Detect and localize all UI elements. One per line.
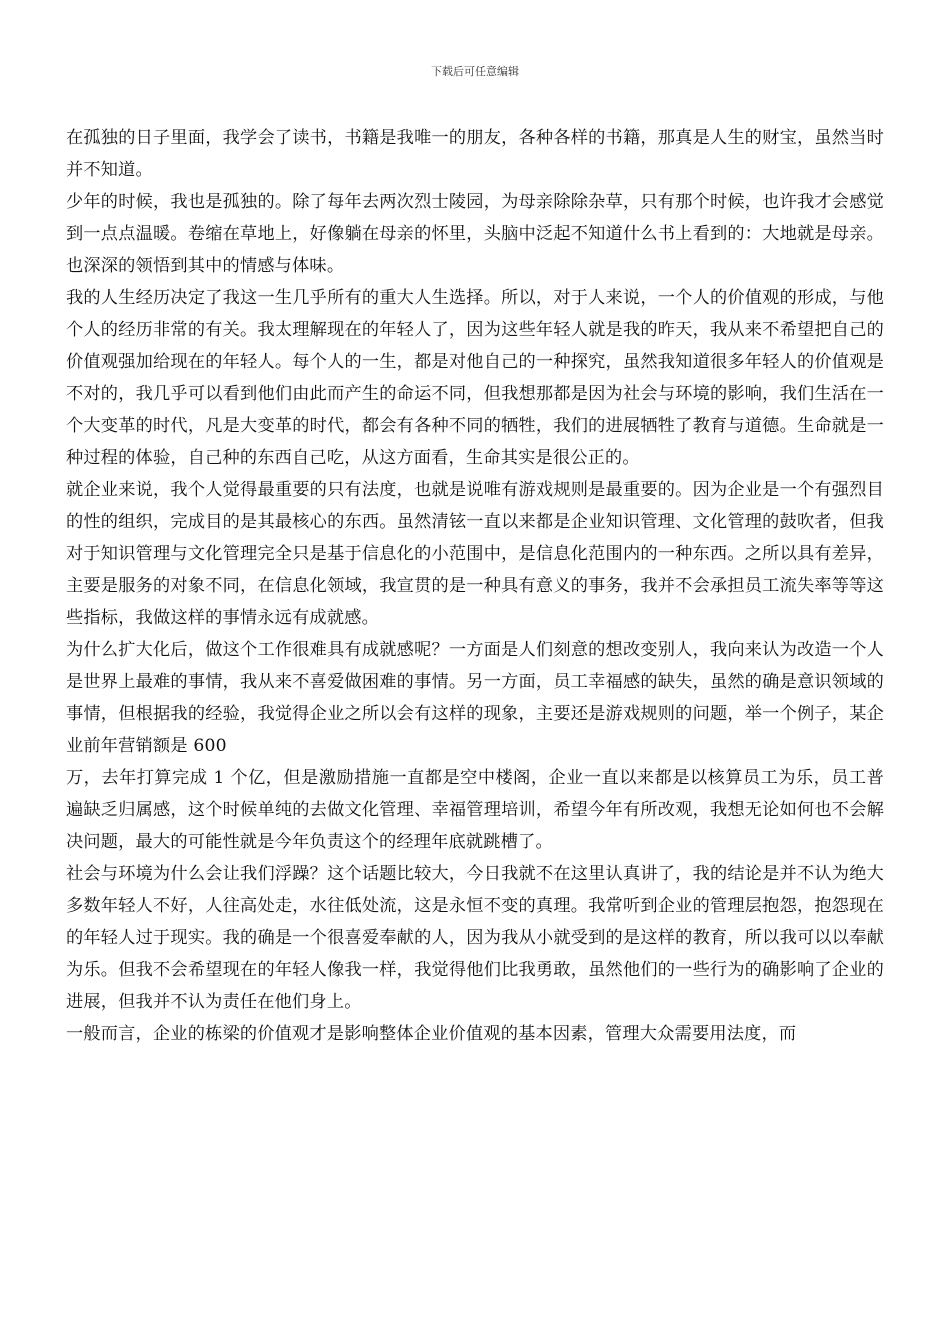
paragraph-1: 在孤独的日子里面，我学会了读书，书籍是我唯一的朋友，各种各样的书籍，那真是人生的财宝，虽然当时并不知道。: [66, 128, 884, 180]
page-header: 下载后可任意编辑: [431, 65, 519, 78]
paragraph-6: 万，去年打算完成 1 个亿，但是激励措施一直都是空中楼阁，企业一直以来都是以核算员工为乐，员工普遍缺乏归属感，这个时候单纯的去做文化管理、幸福管理培训，希望今年有所改观，我想无论如何也不会解决问题，最大的可能性就是今年负责这个的经理年底就跳槽了。: [66, 768, 884, 852]
paragraph-4: 就企业来说，我个人觉得最重要的只有法度，也就是说唯有游戏规则是最重要的。因为企业是一个有强烈目的性的组织，完成目的是其最核心的东西。虽然清铉一直以来都是企业知识管理、文化管理的鼓吹者，但我对于知识管理与文化管理完全只是基于信息化的小范围中，是信息化范围内的一种东西。之所以具有差异，主要是服务的对象不同，在信息化领域，我宣贯的是一种具有意义的事务，我并不会承担员工流失率等等这些指标，我做这样的事情永远有成就感。: [66, 480, 884, 628]
document-body: [66, 122, 884, 1050]
paragraph-3: 我的人生经历决定了我这一生几乎所有的重大人生选择。所以，对于人来说，一个人的价值观的形成，与他个人的经历非常的有关。我太理解现在的年轻人了，因为这些年轻人就是我的昨天，我从来不希望把自己的价值观强加给现在的年轻人。每个人的一生，都是对他自己的一种探究，虽然我知道很多年轻人的价值观是不对的，我几乎可以看到他们由此而产生的命运不同，但我想那都是因为社会与环境的影响，我们生活在一个大变革的时代，凡是大变革的时代，都会有各种不同的牺牲，我们的进展牺牲了教育与道德。生命就是一种过程的体验，自己种的东西自己吃，从这方面看，生命其实是很公正的。: [66, 288, 884, 468]
paragraph-2: 少年的时候，我也是孤独的。除了每年去两次烈士陵园，为母亲除除杂草，只有那个时候，也许我才会感觉到一点点温暖。卷缩在草地上，好像躺在母亲的怀里，头脑中泛起不知道什么书上看到的：大地就是母亲。也深深的领悟到其中的情感与体味。: [66, 192, 884, 276]
paragraph-5: 为什么扩大化后，做这个工作很难具有成就感呢？一方面是人们刻意的想改变别人，我向来认为改造一个人是世界上最难的事情，我从来不喜爱做困难的事情。另一方面，员工幸福感的缺失，虽然的确是意识领域的事情，但根据我的经验，我觉得企业之所以会有这样的现象，主要还是游戏规则的问题，举一个例子，某企业前年营销额是 600: [66, 640, 884, 756]
paragraph-8: 一般而言，企业的栋梁的价值观才是影响整体企业价值观的基本因素，管理大众需要用法度，而: [66, 1024, 797, 1044]
paragraph-7: 社会与环境为什么会让我们浮躁？这个话题比较大，今日我就不在这里认真讲了，我的结论是并不认为绝大多数年轻人不好，人往高处走，水往低处流，这是永恒不变的真理。我常听到企业的管理层抱怨，抱怨现在的年轻人过于现实。我的确是一个很喜爱奉献的人，因为我从小就受到的是这样的教育，所以我可以以奉献为乐。但我不会希望现在的年轻人像我一样，我觉得他们比我勇敢，虽然他们的一些行为的确影响了企业的进展，但我并不认为责任在他们身上。: [66, 864, 884, 1012]
